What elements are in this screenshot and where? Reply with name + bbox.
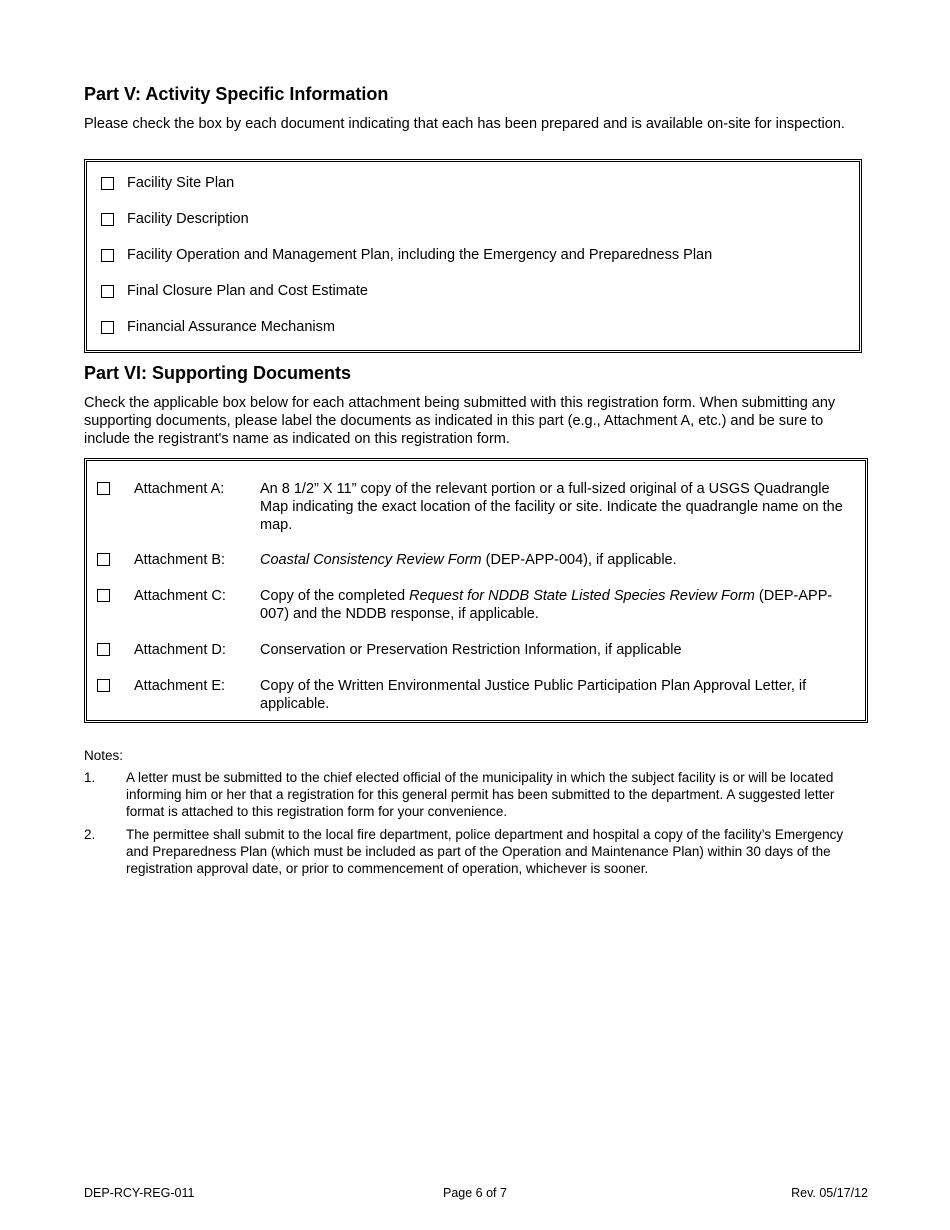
part5-checklist-box xyxy=(84,159,862,353)
part6-intro: Check the applicable box below for each attachment being submitted with this registration form. When submitting any supporting documents, please label the documents as indicated in this part (e.g., Attachment A, etc.) and be sure to include the registrant's name as indicated on this registration form. xyxy=(84,395,836,447)
attachment-row-b xyxy=(87,551,865,569)
item-label: Facility Site Plan xyxy=(127,175,235,191)
part5-intro: Please check the box by each document indicating that each has been prepared and is available on-site for inspection. xyxy=(84,116,845,132)
attachment-label: Attachment C: xyxy=(134,588,226,604)
attachment-row-a xyxy=(87,480,865,534)
part5-item-closure-plan[interactable] xyxy=(101,281,368,301)
part5-heading: Part V: Activity Specific Information xyxy=(84,84,389,104)
description-prefix: Copy of the completed xyxy=(260,588,410,604)
checkbox[interactable] xyxy=(101,177,114,190)
attachment-row-c xyxy=(87,587,865,623)
footer-revision: Rev. 05/17/12 xyxy=(791,1186,868,1200)
footer-form-id: DEP-RCY-REG-011 xyxy=(84,1186,195,1200)
item-label: Facility Description xyxy=(127,211,249,227)
attachment-row-e xyxy=(87,677,865,713)
attachment-row-d xyxy=(87,641,865,659)
item-label: Final Closure Plan and Cost Estimate xyxy=(127,283,368,299)
checkbox[interactable] xyxy=(101,249,114,262)
checkbox[interactable] xyxy=(101,321,114,334)
checkbox[interactable] xyxy=(101,213,114,226)
footer-page-number: Page 6 of 7 xyxy=(443,1186,507,1200)
checkbox[interactable] xyxy=(97,482,110,495)
attachment-description xyxy=(260,551,860,569)
notes-title: Notes: xyxy=(84,748,124,763)
attachment-description xyxy=(260,587,860,623)
part5-item-operation-plan[interactable] xyxy=(101,245,712,265)
attachment-description: An 8 1/2” X 11” copy of the relevant portion or a full-sized original of a USGS Quadrangle Map indicating the exact location of the facility or site. Indicate the quadrangle name on the map. xyxy=(260,481,843,533)
part5-item-description[interactable] xyxy=(101,209,249,229)
part6-attachments-box xyxy=(84,458,868,723)
attachment-description: Conservation or Preservation Restriction Information, if applicable xyxy=(260,642,682,658)
form-title: Request for NDDB State Listed Species Review Form xyxy=(409,588,755,604)
note-text: A letter must be submitted to the chief elected official of the municipality in which the subject facility is or will be located informing him or her that a registration for this general permit has been submitted to the department. A suggested letter format is attached to this registration form for your convenience. xyxy=(126,770,835,819)
item-label: Financial Assurance Mechanism xyxy=(127,319,335,335)
attachment-label: Attachment A: xyxy=(134,481,225,497)
attachment-description: Copy of the Written Environmental Justice Public Participation Plan Approval Letter, if applicable. xyxy=(260,678,807,712)
description-text: (DEP-APP-007) and the NDDB response, if applicable. xyxy=(260,588,833,622)
checkbox[interactable] xyxy=(97,643,110,656)
checkbox[interactable] xyxy=(97,679,110,692)
part5-item-site-plan[interactable] xyxy=(101,173,234,193)
attachment-label: Attachment E: xyxy=(134,678,226,694)
checkbox[interactable] xyxy=(101,285,114,298)
checkbox[interactable] xyxy=(97,553,110,566)
checkbox[interactable] xyxy=(97,589,110,602)
note-number: 1. xyxy=(84,770,96,785)
attachment-label: Attachment D: xyxy=(134,642,226,658)
item-label: Facility Operation and Management Plan, including the Emergency and Preparedness Plan xyxy=(127,247,713,263)
part6-heading: Part VI: Supporting Documents xyxy=(84,363,352,383)
note-number: 2. xyxy=(84,827,96,842)
description-text: (DEP-APP-004), if applicable. xyxy=(481,552,677,568)
note-1 xyxy=(84,769,868,821)
part5-item-financial-assurance[interactable] xyxy=(101,317,335,337)
form-title: Coastal Consistency Review Form xyxy=(260,552,482,568)
attachment-label: Attachment B: xyxy=(134,552,226,568)
note-text: The permittee shall submit to the local fire department, police department and hospital a copy of the facility’s Emergency and Preparedness Plan (which must be included as part of the Operation and Maintenance Plan) within 30 days of the registration approval date, or prior to commencement of operation, whichever is sooner. xyxy=(126,827,844,876)
note-2 xyxy=(84,826,868,878)
